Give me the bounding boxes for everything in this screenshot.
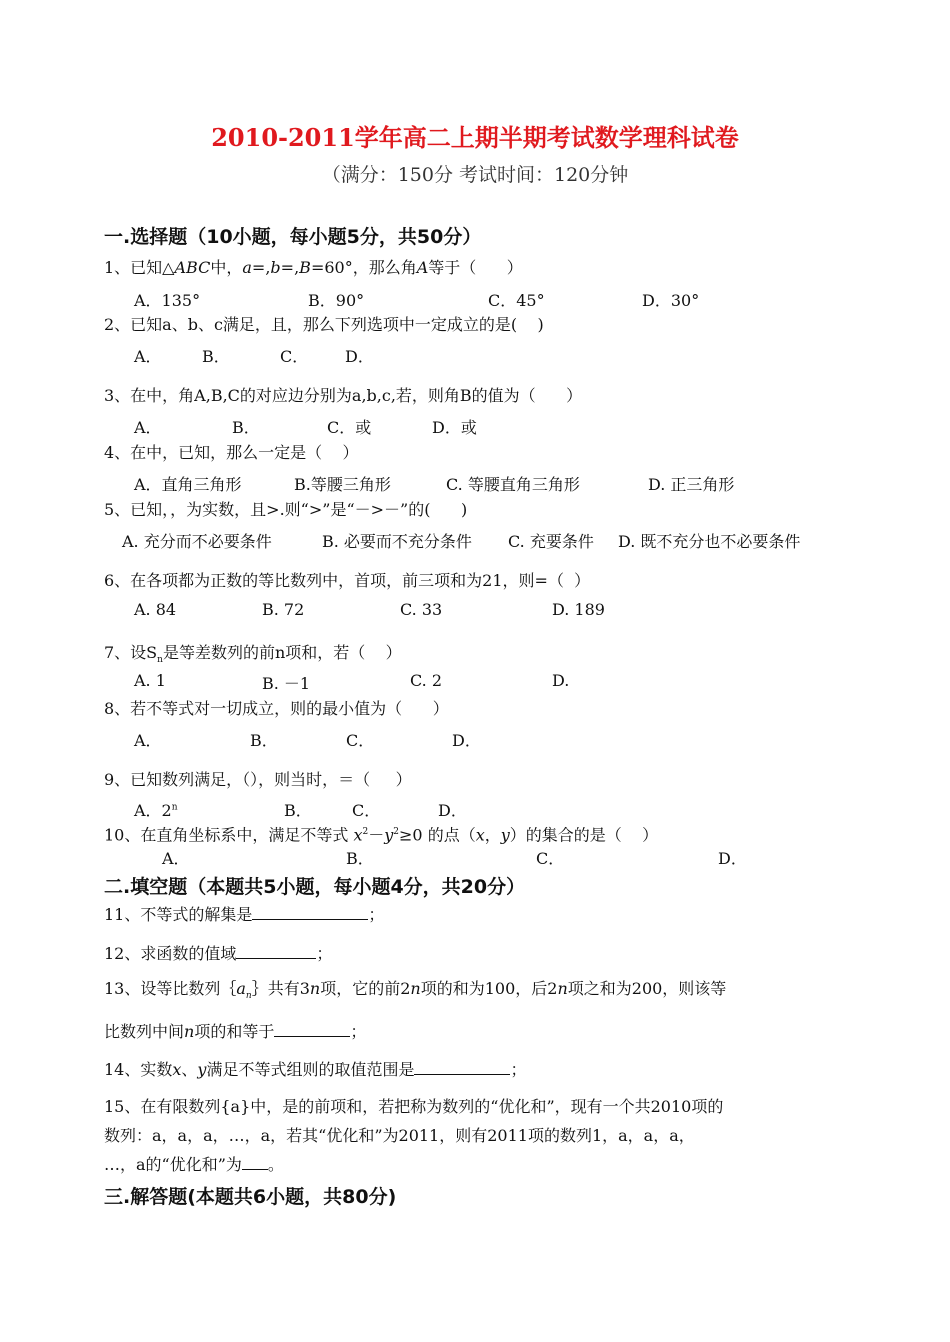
exam-title: 2010-2011学年高二上期半期考试数学理科试卷 bbox=[211, 123, 739, 152]
q6-option: C. 33 bbox=[400, 600, 443, 619]
section-heading-fill-in: 二.填空题（本题共5小题，每小题4分，共20分） bbox=[104, 876, 526, 898]
q8-option: A． bbox=[134, 731, 162, 750]
q5-option: D. 既不充分也不必要条件 bbox=[618, 532, 801, 551]
question-3: 3、在中，角A,B,C的对应边分别为a,b,c,若，则角B的值为（ ） bbox=[104, 386, 583, 405]
q5-option: C. 充要条件 bbox=[508, 532, 594, 551]
q6-option: D. 189 bbox=[552, 600, 605, 619]
q1-option: C．45° bbox=[488, 291, 545, 310]
q2-option: C． bbox=[280, 347, 309, 366]
answer-blank[interactable] bbox=[414, 1059, 510, 1075]
q3-option: D．或 bbox=[432, 418, 477, 437]
q8-option: D． bbox=[452, 731, 481, 750]
section-heading-choice: 一.选择题（10小题，每小题5分，共50分） bbox=[104, 226, 482, 248]
question-15: 15、在有限数列{a}中，是的前项和，若把称为数列的“优化和”，现有一个共2010项的 bbox=[104, 1097, 724, 1116]
q7-option: B. －1 bbox=[262, 674, 311, 693]
q1-option: A．135° bbox=[134, 291, 201, 310]
q7-option: C. 2 bbox=[410, 671, 443, 690]
q9-option: B． bbox=[284, 801, 312, 820]
question-9: 9、已知数列满足，（），则当时，＝（ ） bbox=[104, 770, 412, 789]
question-4: 4、在中，已知，那么一定是（ ） bbox=[104, 443, 359, 462]
question-1: 1、已知△ABC中，a=,b=,B=60°，那么角A等于（ ） bbox=[104, 258, 523, 277]
question-10: 10、在直角坐标系中，满足不等式 $x^2-y^2\ge 0$ 的点（x，y）的集合的是（ ） bbox=[104, 825, 659, 845]
question-2: 2、已知a、b、c满足，且，那么下列选项中一定成立的是( ) bbox=[104, 315, 544, 334]
question-5: 5、已知，，为实数，且>.则“>”是“－>－”的( ) bbox=[104, 500, 468, 519]
q6-option: A. 84 bbox=[134, 600, 177, 619]
question-15-line-3: …，a的“优化和”为 。 bbox=[104, 1155, 284, 1174]
answer-blank[interactable] bbox=[242, 1154, 268, 1170]
q10-option: B． bbox=[346, 849, 374, 868]
answer-blank[interactable] bbox=[236, 943, 316, 959]
q5-option: A. 充分而不必要条件 bbox=[122, 532, 272, 551]
q6-option: B. 72 bbox=[262, 600, 305, 619]
q3-option: B． bbox=[232, 418, 260, 437]
q10-option: A． bbox=[162, 849, 190, 868]
q3-option: A． bbox=[134, 418, 162, 437]
q10-option: C． bbox=[536, 849, 565, 868]
q7-option: A. 1 bbox=[134, 671, 166, 690]
question-14: 14、实数x、y满足不等式组则的取值范围是 ； bbox=[104, 1060, 527, 1079]
question-7: 7、设$S_n$是等差数列的前n项和，若（ ） bbox=[104, 643, 402, 666]
q2-option: A． bbox=[134, 347, 162, 366]
q2-option: D． bbox=[345, 347, 374, 366]
question-12: 12、求函数的值域 ； bbox=[104, 944, 333, 963]
q8-option: B． bbox=[250, 731, 278, 750]
q3-option: C．或 bbox=[327, 418, 372, 437]
q10-option: D． bbox=[718, 849, 747, 868]
answer-blank[interactable] bbox=[252, 904, 368, 920]
question-8: 8、若不等式对一切成立，则的最小值为（ ） bbox=[104, 699, 449, 718]
q5-option: B. 必要而不充分条件 bbox=[322, 532, 472, 551]
answer-blank[interactable] bbox=[274, 1021, 350, 1037]
question-11: 11、不等式的解集是 ； bbox=[104, 905, 385, 924]
exam-subtitle: （满分：150分 考试时间：120分钟 bbox=[321, 164, 629, 186]
question-13-line-2: 比数列中间n项的和等于 ； bbox=[104, 1022, 367, 1041]
q2-option: B． bbox=[202, 347, 230, 366]
q9-option: A．2$^n$ bbox=[134, 801, 178, 820]
q7-option: D. bbox=[552, 671, 570, 690]
q1-option: B．90° bbox=[308, 291, 365, 310]
question-13: 13、设等比数列$\{a_n\}$共有3n项，它的前2n项的和为100，后2n项之和为200，则该等 bbox=[104, 979, 727, 1002]
q1-option: D．30° bbox=[642, 291, 700, 310]
q4-option: C. 等腰直角三角形 bbox=[446, 475, 580, 494]
question-6: 6、在各项都为正数的等比数列中，首项，前三项和为21，则=（ ） bbox=[104, 571, 591, 590]
q4-option: D. 正三角形 bbox=[648, 475, 735, 494]
q9-option: C． bbox=[352, 801, 381, 820]
q8-option: C． bbox=[346, 731, 375, 750]
section-heading-answer: 三.解答题(本题共6小题，共80分) bbox=[104, 1186, 397, 1208]
q4-option: A．直角三角形 bbox=[134, 475, 242, 494]
q4-option: B.等腰三角形 bbox=[294, 475, 391, 494]
q9-option: D． bbox=[438, 801, 467, 820]
question-15-line-2: 数列：a，a，a，…，a，若其“优化和”为2011，则有2011项的数列1，a，a，a， bbox=[104, 1126, 695, 1145]
